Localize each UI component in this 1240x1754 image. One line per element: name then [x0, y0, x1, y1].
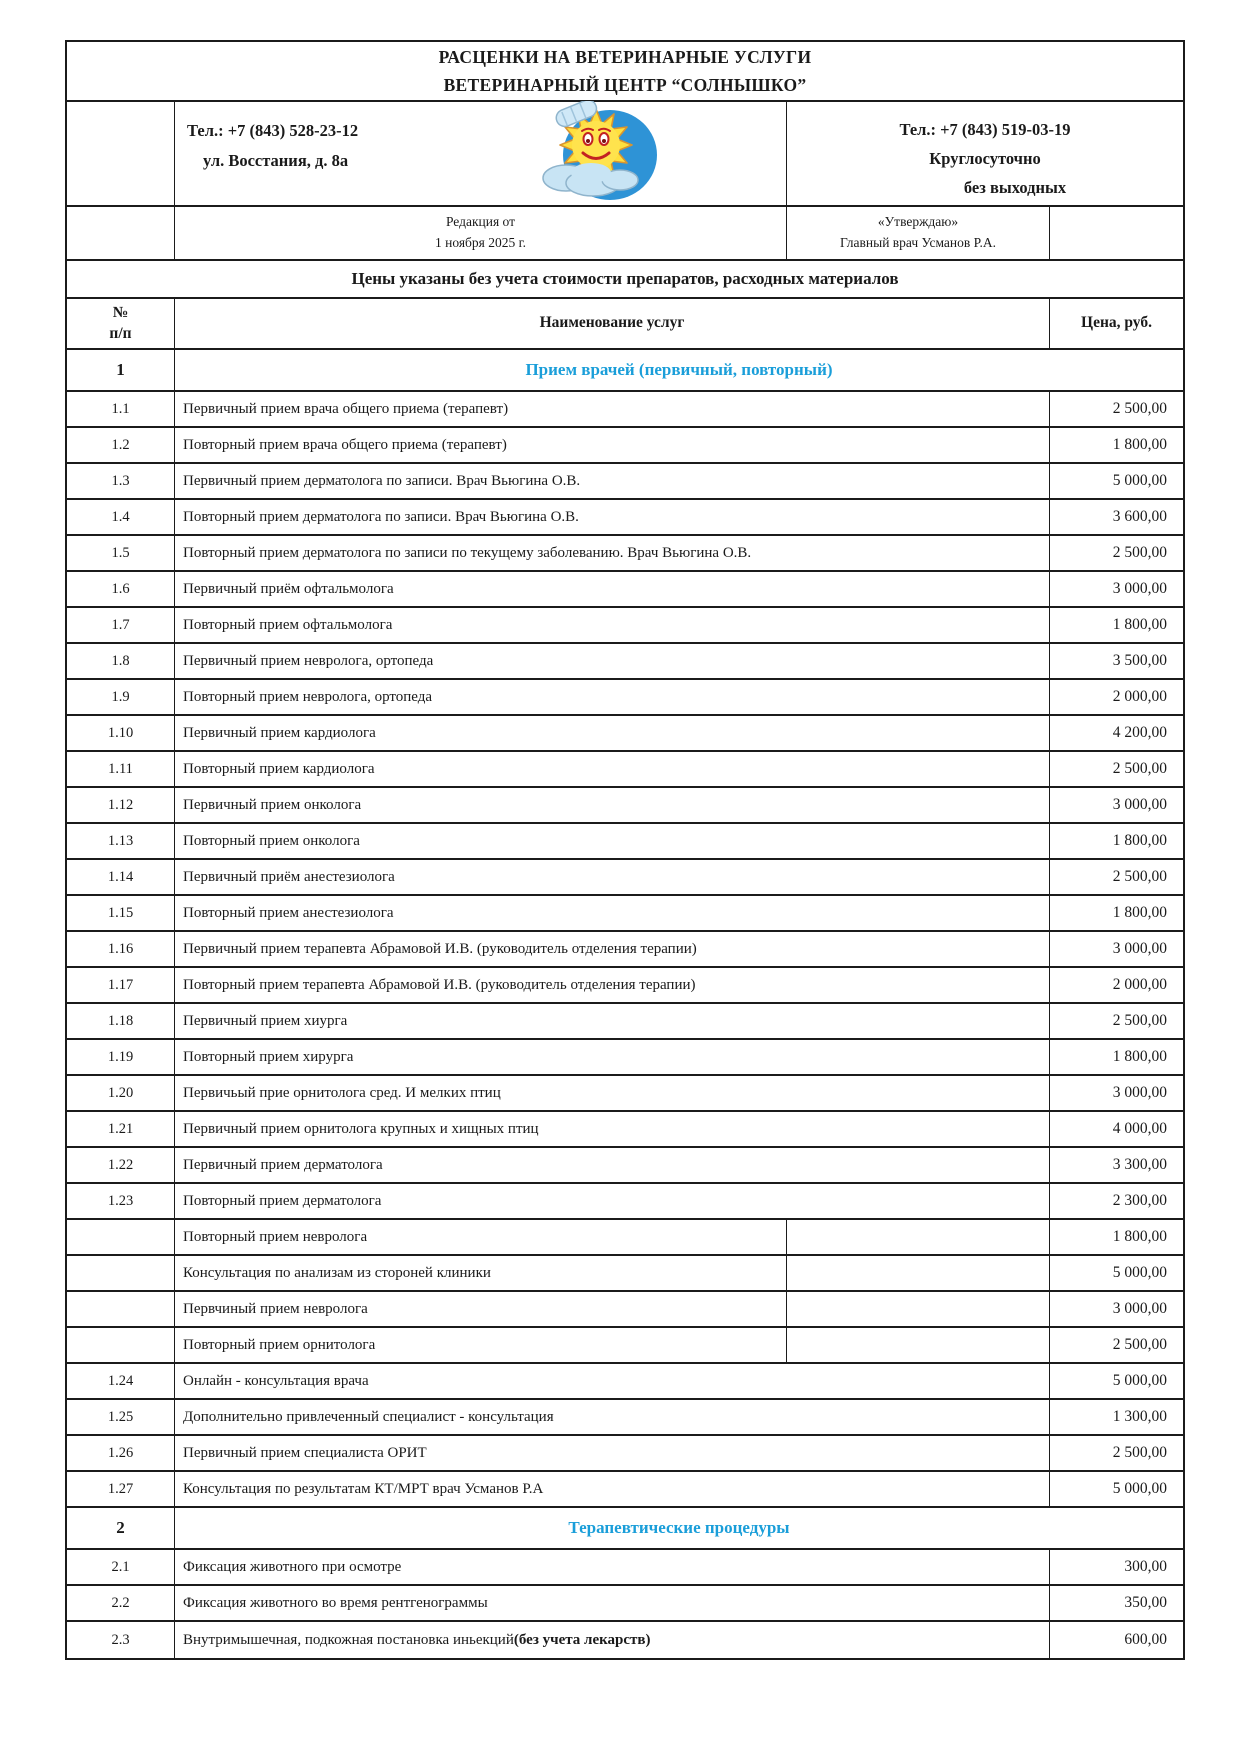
price-cell: 2 500,00: [1112, 544, 1167, 561]
row-number-cell: 1.27: [67, 1472, 175, 1506]
row-number-cell: 1.10: [67, 716, 175, 750]
table-row: [67, 536, 1183, 572]
price-cell: 4 000,00: [1112, 1120, 1167, 1137]
row-number-cell: 2.1: [67, 1550, 175, 1584]
row-number-cell: [67, 1328, 175, 1362]
table-row: [67, 860, 1183, 896]
section-row: [67, 350, 1183, 392]
edition-date: 1 ноября 2025 г.: [434, 235, 527, 250]
table-row: [67, 1550, 1183, 1586]
table-row: [67, 680, 1183, 716]
price-cell: 5 000,00: [1112, 1372, 1167, 1389]
price-cell: 5 000,00: [1112, 1480, 1167, 1497]
col-header-price: Цена, руб.: [1081, 314, 1152, 332]
service-name-cell: Повторный прием хирурга: [175, 1040, 1050, 1074]
price-table: [65, 40, 1185, 1660]
table-row: [67, 572, 1183, 608]
row-number-cell: 1.8: [67, 644, 175, 678]
row-number-cell: [67, 1292, 175, 1326]
price-table-body: [67, 350, 1183, 1658]
table-row: [67, 1040, 1183, 1076]
table-row: [67, 932, 1183, 968]
service-name-cell: Повторный прием онколога: [175, 824, 1050, 858]
title-line-1: РАСЦЕНКИ НА ВЕТЕРИНАРНЫЕ УСЛУГИ: [438, 47, 812, 67]
empty-cell: [787, 1328, 1050, 1362]
service-name-cell: Первичный прием врача общего приема (терапевт): [175, 392, 1050, 426]
service-name-cell: Первичный прием невролога, ортопеда: [175, 644, 1050, 678]
row-number-cell: 1.23: [67, 1184, 175, 1218]
table-row: [67, 608, 1183, 644]
row-number-cell: [67, 1256, 175, 1290]
service-name-cell: Дополнительно привлеченный специалист - консультация: [175, 1400, 1050, 1434]
left-phone: Тел.: +7 (843) 528-23-12: [187, 121, 359, 140]
row-number-cell: 1.22: [67, 1148, 175, 1182]
row-number-cell: 1.18: [67, 1004, 175, 1038]
table-row: [67, 824, 1183, 860]
table-row: [67, 1004, 1183, 1040]
table-row: [67, 1436, 1183, 1472]
empty-cell: [787, 1220, 1050, 1254]
section-row: [67, 1508, 1183, 1550]
table-row: [67, 1112, 1183, 1148]
table-row: [67, 644, 1183, 680]
empty-cell: [67, 207, 175, 259]
table-row: [67, 1328, 1183, 1364]
table-row: [67, 1148, 1183, 1184]
section-number: 2: [67, 1508, 175, 1548]
service-name-cell: Первичный прием орнитолога крупных и хищных птиц: [175, 1112, 1050, 1146]
row-number-cell: 1.1: [67, 392, 175, 426]
row-number-cell: [67, 1220, 175, 1254]
service-name-cell: Повторный прием врача общего приема (терапевт): [175, 428, 1050, 462]
row-number-cell: 1.25: [67, 1400, 175, 1434]
row-number-cell: 1.9: [67, 680, 175, 714]
price-cell: 1 800,00: [1112, 1228, 1167, 1245]
table-row: [67, 1292, 1183, 1328]
row-number-cell: 1.12: [67, 788, 175, 822]
price-cell: 3 000,00: [1112, 940, 1167, 957]
table-row: [67, 428, 1183, 464]
right-phone: Тел.: +7 (843) 519-03-19: [899, 120, 1071, 139]
left-contact: [175, 102, 787, 205]
price-cell: 3 000,00: [1112, 796, 1167, 813]
table-row: [67, 1586, 1183, 1622]
service-name-cell: Повторный прием дерматолога: [175, 1184, 1050, 1218]
service-name-cell: Первичный приём анестезиолога: [175, 860, 1050, 894]
service-name-cell: Фиксация животного при осмотре: [175, 1550, 1050, 1584]
section-title: Прием врачей (первичный, повторный): [525, 360, 833, 379]
service-name-cell: Повторный прием терапевта Абрамовой И.В. (руководитель отделения терапии): [175, 968, 1050, 1002]
service-name-cell: Первичный прием терапевта Абрамовой И.В. (руководитель отделения терапии): [175, 932, 1050, 966]
price-cell: 3 600,00: [1112, 508, 1167, 525]
price-cell: 1 800,00: [1112, 904, 1167, 921]
service-name-cell: Повторный прием орнитолога: [175, 1328, 787, 1362]
price-cell: 2 500,00: [1112, 400, 1167, 417]
service-name-cell: Повторный прием дерматолога по записи по текущему заболеванию. Врач Вьюгина О.В.: [175, 536, 1050, 570]
table-row: [67, 1400, 1183, 1436]
row-number-cell: 1.7: [67, 608, 175, 642]
price-cell: 1 800,00: [1112, 436, 1167, 453]
left-address: ул. Восстания, д. 8а: [203, 150, 349, 170]
price-cell: 5 000,00: [1112, 1264, 1167, 1281]
price-cell: 1 300,00: [1112, 1408, 1167, 1425]
price-note: Цены указаны без учета стоимости препаратов, расходных материалов: [351, 269, 899, 288]
service-name-cell: Первичный прием дерматолога: [175, 1148, 1050, 1182]
price-cell: 350,00: [1124, 1594, 1167, 1611]
price-cell: 2 000,00: [1112, 976, 1167, 993]
row-number-cell: 1.16: [67, 932, 175, 966]
edition-row: [67, 207, 1183, 261]
price-cell: 4 200,00: [1112, 724, 1167, 741]
price-cell: 2 500,00: [1112, 1336, 1167, 1353]
row-number-cell: 1.2: [67, 428, 175, 462]
service-name-cell: Первичный прием кардиолога: [175, 716, 1050, 750]
table-row: [67, 500, 1183, 536]
row-number-cell: 1.3: [67, 464, 175, 498]
approve-label: «Утверждаю»: [877, 214, 959, 230]
service-name-cell: Онлайн - консультация врача: [175, 1364, 1050, 1398]
approve-signer: Главный врач Усманов Р.А.: [840, 235, 996, 250]
service-name-cell: Первчиный прием невролога: [175, 1292, 787, 1326]
table-row: [67, 1472, 1183, 1508]
row-number-cell: 1.13: [67, 824, 175, 858]
empty-cell: [1050, 207, 1183, 259]
service-name-cell: Фиксация животного во время рентгенограммы: [175, 1586, 1050, 1620]
row-number-cell: 1.24: [67, 1364, 175, 1398]
right-hours-2: без выходных: [963, 177, 1067, 197]
table-row: [67, 752, 1183, 788]
service-name-bold: (без учета лекарств): [513, 1631, 651, 1648]
empty-cell: [787, 1292, 1050, 1326]
right-hours-1: Круглосуточно: [929, 148, 1041, 168]
service-name-cell: Консультация по результатам КТ/МРТ врач Усманов Р.А: [175, 1472, 1050, 1506]
price-cell: 3 000,00: [1112, 580, 1167, 597]
row-number-cell: 1.17: [67, 968, 175, 1002]
col-header-name: Наименование услуг: [175, 299, 1050, 348]
table-row: [67, 1220, 1183, 1256]
right-contact: [787, 102, 1183, 205]
title-row: [67, 42, 1183, 102]
num-header-line1: №: [112, 303, 129, 321]
service-name-cell: Повторный прием невролога, ортопеда: [175, 680, 1050, 714]
row-number-cell: 1.14: [67, 860, 175, 894]
service-name-cell: Консультация по анализам из стороней клиники: [175, 1256, 787, 1290]
table-header-row: [67, 299, 1183, 350]
service-name-cell: Повторный прием офтальмолога: [175, 608, 1050, 642]
service-name-cell: Первичный приём офтальмолога: [175, 572, 1050, 606]
price-cell: 3 000,00: [1112, 1084, 1167, 1101]
service-name-cell: Первичьый прие орнитолога сред. И мелких птиц: [175, 1076, 1050, 1110]
table-row: [67, 788, 1183, 824]
table-row: [67, 464, 1183, 500]
service-name-cell: Первичный прием хиурга: [175, 1004, 1050, 1038]
row-number-cell: 2.2: [67, 1586, 175, 1620]
note-row: [67, 261, 1183, 299]
service-name-cell: Первичный прием специалиста ОРИТ: [175, 1436, 1050, 1470]
price-cell: 2 500,00: [1112, 1444, 1167, 1461]
row-number-cell: 1.15: [67, 896, 175, 930]
service-name-cell: Внутримышечная, подкожная постановка иньекций (без учета лекарств): [175, 1622, 1050, 1658]
col-header-number: [67, 299, 175, 348]
price-cell: 1 800,00: [1112, 1048, 1167, 1065]
table-row: [67, 1364, 1183, 1400]
price-cell: 2 500,00: [1112, 1012, 1167, 1029]
price-cell: 1 800,00: [1112, 832, 1167, 849]
row-number-cell: 1.19: [67, 1040, 175, 1074]
price-cell: 5 000,00: [1112, 472, 1167, 489]
title-line-2: ВЕТЕРИНАРНЫЙ ЦЕНТР “СОЛНЫШКО”: [443, 75, 807, 95]
row-number-cell: 1.26: [67, 1436, 175, 1470]
num-header-line2: п/п: [109, 324, 132, 342]
edition-cell: [175, 207, 787, 259]
sun-cloud-logo: [536, 101, 666, 201]
row-number-cell: 1.5: [67, 536, 175, 570]
empty-cell: [67, 102, 175, 205]
table-row: [67, 1622, 1183, 1658]
row-number-cell: 2.3: [67, 1622, 175, 1658]
row-number-cell: 1.21: [67, 1112, 175, 1146]
service-name-cell: Первичный прием дерматолога по записи. Врач Вьюгина О.В.: [175, 464, 1050, 498]
price-cell: 1 800,00: [1112, 616, 1167, 633]
table-row: [67, 896, 1183, 932]
table-row: [67, 392, 1183, 428]
price-cell: 2 500,00: [1112, 868, 1167, 885]
document-title: [67, 42, 1183, 100]
table-row: [67, 1256, 1183, 1292]
row-number-cell: 1.11: [67, 752, 175, 786]
price-cell: 600,00: [1124, 1631, 1167, 1648]
price-cell: 2 300,00: [1112, 1192, 1167, 1209]
service-name-cell: Повторный прием дерматолога по записи. Врач Вьюгина О.В.: [175, 500, 1050, 534]
edition-label: Редакция от: [445, 214, 516, 230]
row-number-cell: 1.20: [67, 1076, 175, 1110]
table-row: [67, 716, 1183, 752]
price-cell: 300,00: [1124, 1558, 1167, 1575]
approve-cell: [787, 207, 1050, 259]
price-cell: 3 500,00: [1112, 652, 1167, 669]
section-title: Терапевтические процедуры: [568, 1518, 790, 1537]
price-cell: 2 000,00: [1112, 688, 1167, 705]
row-number-cell: 1.4: [67, 500, 175, 534]
service-name-cell: Повторный прием кардиолога: [175, 752, 1050, 786]
sun-logo-graphic: [536, 101, 666, 201]
empty-cell: [787, 1256, 1050, 1290]
table-row: [67, 1076, 1183, 1112]
service-name-cell: Первичный прием онколога: [175, 788, 1050, 822]
price-cell: 2 500,00: [1112, 760, 1167, 777]
row-number-cell: 1.6: [67, 572, 175, 606]
table-row: [67, 968, 1183, 1004]
service-name-cell: Повторный прием невролога: [175, 1220, 787, 1254]
price-cell: 3 300,00: [1112, 1156, 1167, 1173]
table-row: [67, 1184, 1183, 1220]
section-number: 1: [67, 350, 175, 390]
price-cell: 3 000,00: [1112, 1300, 1167, 1317]
service-name-cell: Повторный прием анестезиолога: [175, 896, 1050, 930]
